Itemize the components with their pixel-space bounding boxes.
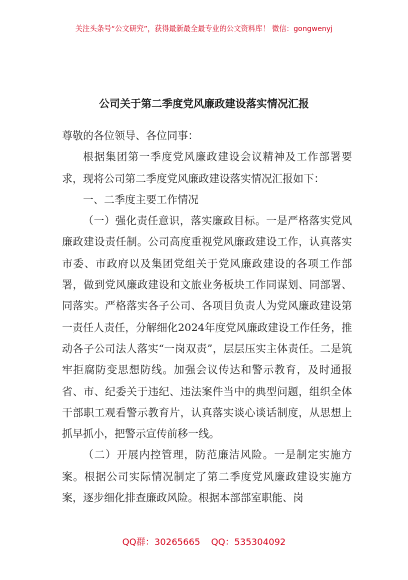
paragraph-internal-control: （二）开展内控管理，防范廉洁风险。一是制定实施方案。根据公司实际情况制定了第二季度党风廉政建设实施方案，逐步细化排查廉政风险。根据本部部室职能、岗 [62,449,352,505]
promo-banner: 关注头条号“公文研究”，获得最新最全最专业的公文资料库！ 微信：gongwenyj [75,24,333,33]
salutation: 尊敬的各位领导、各位同事： [62,130,199,142]
section-heading: 一、二季度主要工作情况 [83,193,199,206]
document-body [62,126,352,509]
contact-footer [0,535,408,548]
paragraph-responsibility: （一）强化责任意识，落实廉政目标。一是严格落实党风廉政建设责任制。公司高度重视党风廉政建设工作，认真落实市委、市政府以及集团党组关于党风廉政建设的各项工作部署，做到党风廉政建设和文旅业务板块工作同谋划、同部署、同落实。严格落实各子公司、各项目负责人为党风廉政建设第一责任人责任，分解细化2024年度党风廉政建设工作任务，推动各子公司法人落实“一岗双责”，层层压实主体责任。二是筑牢拒腐防变思想防线。加强会议传达和警示教育，及时通报省、市、纪委关于违纪、违法案件当中的典型问题，组织全体干部职工观看警示教育片，认真落实谈心谈话制度，从思想上抓早抓小，把警示宣传前移一线。 [62,215,352,441]
intro-paragraph: 根据集团第一季度党风廉政建设会议精神及工作部署要求，现将公司第二季度党风廉政建设落实情况汇报如下： [62,151,352,185]
qq-group-text: QQ群：30265665 [122,538,201,548]
qq-contact-text: QQ：535304092 [211,538,286,548]
document-title: 公司关于第二季度党风廉政建设落实情况汇报 [99,98,309,110]
